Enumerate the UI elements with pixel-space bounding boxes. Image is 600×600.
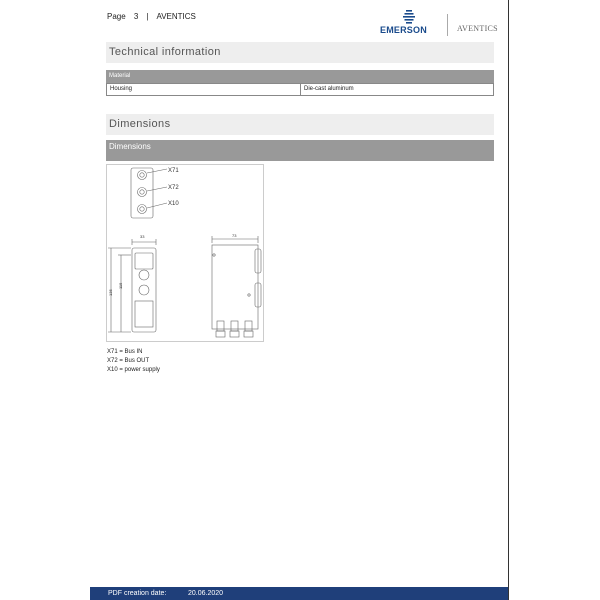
legend-x71: X71 = Bus IN [107, 349, 143, 355]
connector-x72-icon [138, 188, 147, 197]
legend-x72: X72 = Bus OUT [107, 358, 150, 364]
dimensions-bar: Dimensions [106, 140, 494, 161]
dim-width: 33 [140, 234, 145, 239]
page-label: Page [107, 12, 126, 21]
table-row [106, 83, 494, 96]
label-x71: X71 [168, 168, 179, 174]
housing-value: Die-cast aluminum [304, 86, 354, 92]
legend-x10: X10 = power supply [107, 367, 160, 373]
label-x72: X72 [168, 185, 179, 191]
dim-depth: 73 [232, 233, 237, 238]
aventics-wordmark: AVENTICS [457, 24, 498, 33]
page-header [107, 12, 202, 21]
header-separator: | [146, 12, 149, 21]
pdf-creation-date: 20.06.2020 [188, 590, 224, 597]
pdf-creation-label: PDF creation date: [108, 590, 167, 597]
emerson-wordmark: EMERSON [380, 25, 427, 35]
footer-bar [90, 587, 508, 600]
page-edge [508, 0, 509, 600]
page-number: 3 [133, 12, 139, 21]
dimension-drawing-svg [107, 165, 263, 341]
top-view-body [131, 168, 153, 218]
connector-x71-icon [138, 171, 147, 180]
dimension-drawing [106, 164, 264, 342]
material-table-header: Material [106, 70, 494, 83]
side-view-body [212, 245, 258, 329]
emerson-logo [380, 8, 438, 38]
logo-divider [447, 14, 448, 36]
dim-height-total: 135 [108, 289, 113, 296]
label-x10: X10 [168, 201, 179, 207]
dim-height-body: 115 [118, 282, 123, 289]
connector-x10-icon [138, 205, 147, 214]
dimensions-title: Dimensions [106, 114, 494, 135]
header-brand: AVENTICS [156, 12, 196, 21]
emerson-mark-icon [380, 8, 438, 26]
technical-info-title: Technical information [106, 42, 494, 63]
front-view-body [132, 248, 156, 332]
housing-label: Housing [107, 84, 301, 95]
